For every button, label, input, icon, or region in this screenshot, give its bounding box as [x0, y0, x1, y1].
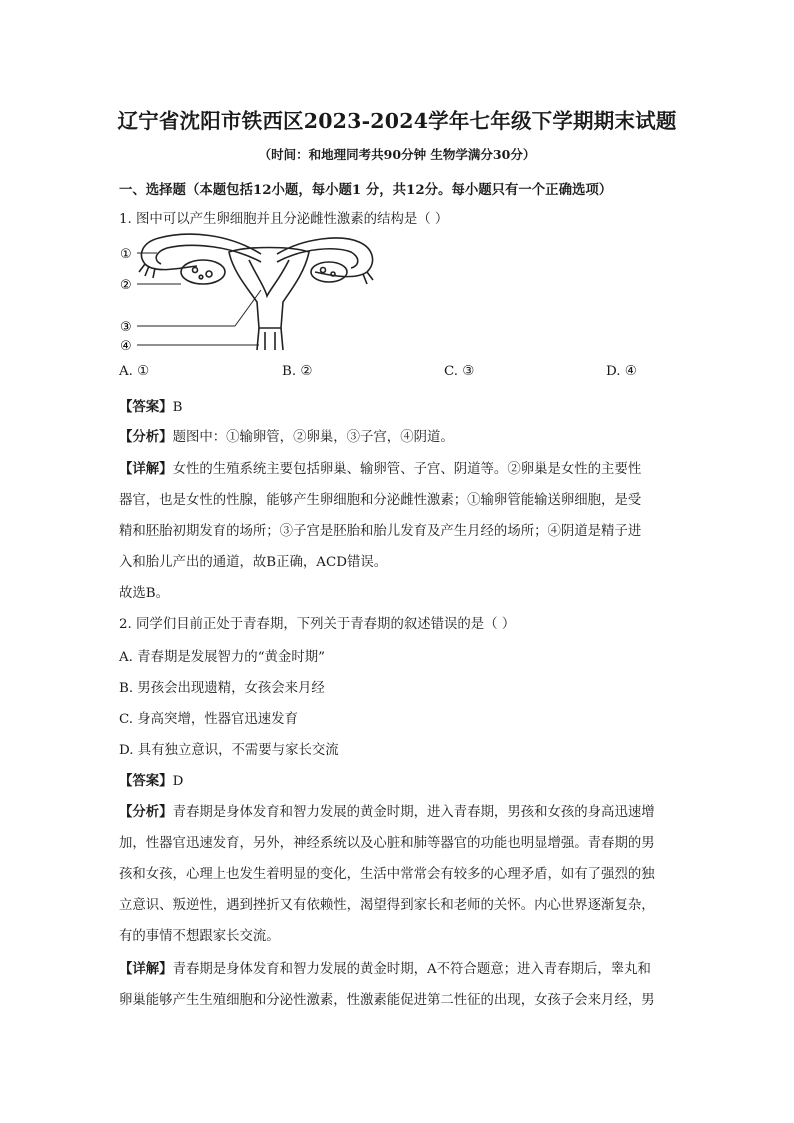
page-title: 辽宁省沈阳市铁西区2023-2024学年七年级下学期期末试题 — [117, 109, 677, 133]
detail-tag: 【详解】 — [119, 961, 173, 977]
analysis-tag: 【分析】 — [119, 804, 173, 820]
question-1-stem: 1. 图中可以产生卵细胞并且分泌雌性激素的结构是（ ） — [119, 212, 449, 227]
detail-tag: 【详解】 — [119, 461, 173, 477]
q2-analysis-line-4: 立意识、叛逆性，遇到挫折又有依赖性，渴望得到家长和老师的关怀。内心世界逐渐复杂， — [119, 898, 655, 913]
q1-option-a: A. ① — [119, 364, 150, 379]
q1-option-c: C. ③ — [444, 364, 475, 379]
reproductive-system-diagram — [119, 232, 384, 352]
q2-detail-line-1 — [119, 958, 651, 977]
q2-analysis-line-2: 加，性器官迅速发育，另外，神经系统以及心脏和肺等器官的功能也明显增强。青春期的男 — [119, 836, 655, 851]
q2-analysis-line-5: 有的事情不想跟家长交流。 — [119, 929, 280, 944]
diagram-label-2: ② — [120, 278, 132, 293]
diagram-label-1: ① — [120, 247, 132, 262]
detail-text: 女性的生殖系统主要包括卵巢、输卵管、子宫、阴道等。②卵巢是女性的主要性 — [172, 462, 642, 477]
detail-text: 青春期是身体发育和智力发展的黄金时期，A不符合题意；进入青春期后，睾丸和 — [172, 962, 651, 977]
answer-value: B — [172, 400, 183, 415]
q2-analysis-line-3: 孩和女孩，心理上也发生着明显的变化，生活中常常会有较多的心理矛盾，如有了强烈的独 — [119, 867, 655, 882]
q1-answer — [119, 396, 182, 415]
q2-answer — [119, 770, 183, 789]
q2-option-a: A. 青春期是发展智力的“黄金时期” — [119, 650, 325, 665]
answer-tag: 【答案】 — [119, 773, 173, 789]
question-2-stem: 2. 同学们目前正处于青春期，下列关于青春期的叙述错误的是（ ） — [119, 617, 516, 632]
q1-option-b: B. ② — [282, 364, 313, 379]
q2-detail-line-2: 卵巢能够产生生殖细胞和分泌性激素，性激素能促进第二性征的出现，女孩子会来月经，男 — [119, 993, 655, 1008]
q2-analysis-line-1 — [119, 801, 655, 820]
q1-detail-line-3: 精和胚胎初期发育的场所；③子宫是胚胎和胎儿发育及产生月经的场所；④阴道是精子进 — [119, 524, 642, 539]
q1-analysis — [119, 426, 454, 445]
answer-value: D — [172, 774, 184, 789]
analysis-text: 青春期是身体发育和智力发展的黄金时期，进入青春期，男孩和女孩的身高迅速增 — [172, 805, 655, 820]
answer-tag: 【答案】 — [119, 399, 173, 415]
exam-info: （时间：和地理同考共90分钟 生物学满分30分） — [258, 147, 536, 162]
q2-option-d: D. 具有独立意识，不需要与家长交流 — [119, 743, 339, 758]
q1-detail-line-4: 入和胎儿产出的通道，故B正确，ACD错误。 — [119, 555, 388, 570]
diagram-label-3: ③ — [120, 320, 132, 335]
q1-option-d: D. ④ — [606, 364, 637, 379]
diagram-label-4: ④ — [120, 339, 132, 352]
section-heading: 一、选择题（本题包括12小题，每小题1 分，共12分。每小题只有一个正确选项） — [119, 182, 613, 198]
q1-detail-line-2: 器官，也是女性的性腺，能够产生卵细胞和分泌雌性激素；①输卵管能输送卵细胞，是受 — [119, 493, 642, 508]
q1-conclusion: 故选B。 — [119, 586, 170, 601]
q1-detail-line-1 — [119, 458, 641, 477]
analysis-tag: 【分析】 — [119, 429, 173, 445]
q2-option-c: C. 身高突增，性器官迅速发育 — [119, 712, 298, 727]
analysis-text: 题图中：①输卵管，②卵巢，③子宫，④阴道。 — [172, 430, 454, 445]
q2-option-b: B. 男孩会出现遗精，女孩会来月经 — [119, 681, 325, 696]
